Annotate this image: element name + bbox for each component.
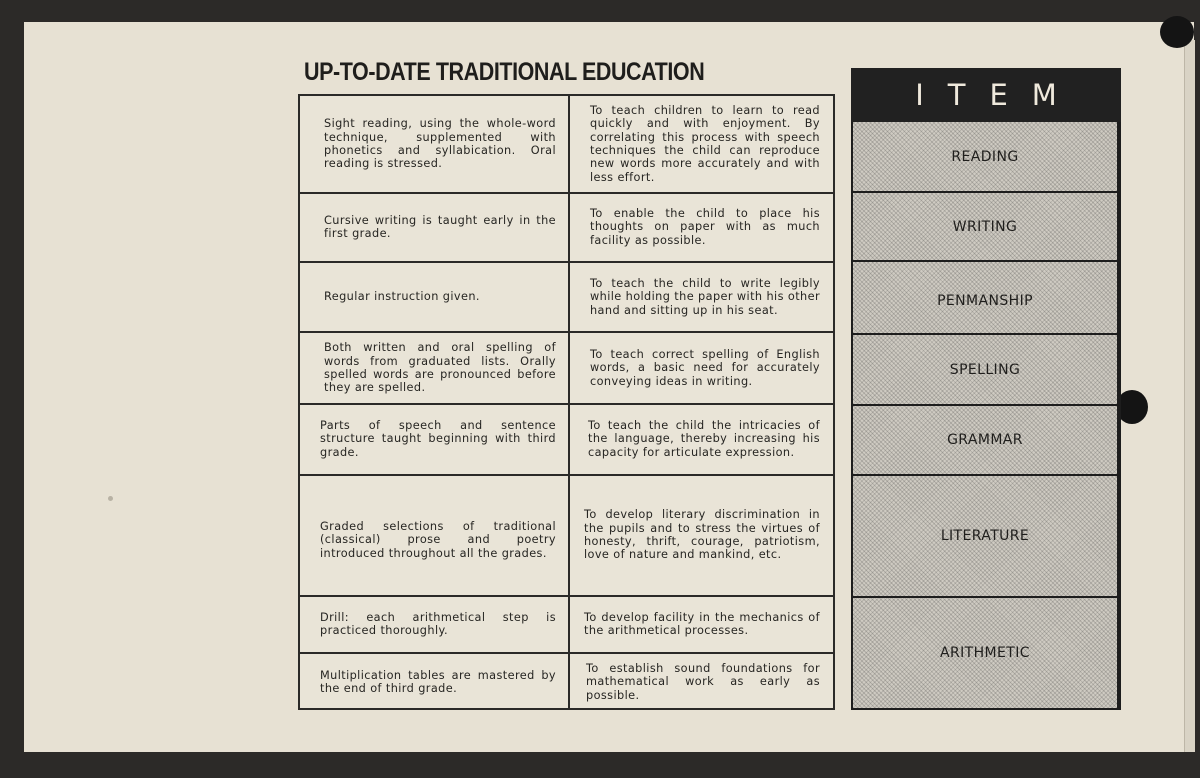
item-literature: LITERATURE [853, 476, 1117, 596]
purpose-text: To develop literary discrimination in the pupils and to stress the virtues of honesty, thrift, courage, patriotism, love of nature and mankind, etc. [584, 508, 820, 562]
table-cell-method [324, 100, 556, 188]
item-arithmetic: ARITHMETIC [853, 598, 1117, 708]
binder-hole-top [1160, 16, 1194, 48]
table-cell-method [320, 500, 556, 580]
row-divider [298, 652, 570, 654]
table-cell-purpose [584, 600, 820, 648]
table-column-divider [568, 94, 570, 710]
method-text: Graded selections of traditional (classical) prose and poetry introduced throughout all the grades. [320, 519, 556, 560]
next-page-edge [1184, 40, 1195, 752]
method-text: Multiplication tables are mastered by the end of third grade. [320, 668, 556, 695]
method-text: Parts of speech and sentence structure taught beginning with third grade. [320, 418, 556, 459]
table-cell-purpose [586, 658, 820, 706]
row-divider [568, 331, 835, 333]
purpose-text: To teach children to learn to read quickly and with enjoyment. By correlating this process with speech techniques the child can reproduce new words more accurately and with less effort. [590, 103, 820, 184]
item-spelling: SPELLING [853, 335, 1117, 404]
table-cell-purpose [590, 265, 820, 329]
table-cell-method [324, 196, 556, 258]
page-title: UP-TO-DATE TRADITIONAL EDUCATION [304, 58, 705, 86]
row-divider [568, 652, 835, 654]
row-divider [298, 403, 570, 405]
row-divider [568, 192, 835, 194]
purpose-text: To enable the child to place his thoughts on paper with as much facility as possible. [590, 206, 820, 247]
table-cell-purpose [590, 98, 820, 190]
purpose-text: To teach correct spelling of English words, a basic need for accurately conveying ideas in writing. [590, 347, 820, 388]
table-cell-purpose [590, 196, 820, 258]
table-cell-method [324, 265, 556, 329]
purpose-text: To establish sound foundations for mathematical work as early as possible. [586, 661, 820, 702]
row-divider [298, 192, 570, 194]
row-divider [568, 403, 835, 405]
table-cell-method [320, 600, 556, 648]
item-grammar: GRAMMAR [853, 406, 1117, 474]
table-cell-method [320, 407, 556, 471]
method-text: Regular instruction given. [324, 290, 480, 304]
table-cell-method [324, 335, 556, 401]
method-text: Drill: each arithmetical step is practiced thoroughly. [320, 610, 556, 637]
row-divider [568, 474, 835, 476]
item-header: ITEM [851, 68, 1121, 122]
row-divider [298, 474, 570, 476]
method-text: Cursive writing is taught early in the first grade. [324, 213, 556, 240]
row-divider [298, 595, 570, 597]
purpose-text: To teach the child the intricacies of the language, thereby increasing his capacity for articulate expression. [588, 418, 820, 459]
table-cell-purpose [584, 490, 820, 580]
table-cell-method [320, 658, 556, 706]
method-text: Sight reading, using the whole-word technique, supplemented with phonetics and syllabication. Oral reading is stressed. [324, 117, 556, 171]
row-divider [568, 595, 835, 597]
row-divider [568, 261, 835, 263]
row-divider [298, 261, 570, 263]
purpose-text: To teach the child to write legibly while holding the paper with his other hand and sitting up in his seat. [590, 276, 820, 317]
item-writing: WRITING [853, 193, 1117, 260]
purpose-text: To develop facility in the mechanics of the arithmetical processes. [584, 610, 820, 637]
table-cell-purpose [590, 335, 820, 401]
method-text: Both written and oral spelling of words from graduated lists. Orally spelled words are pronounced before they are spelled. [324, 341, 556, 395]
row-divider [298, 331, 570, 333]
table-cell-purpose [588, 407, 820, 471]
item-penmanship: PENMANSHIP [853, 262, 1117, 333]
item-reading: READING [853, 122, 1117, 191]
paper-speck [108, 496, 113, 501]
